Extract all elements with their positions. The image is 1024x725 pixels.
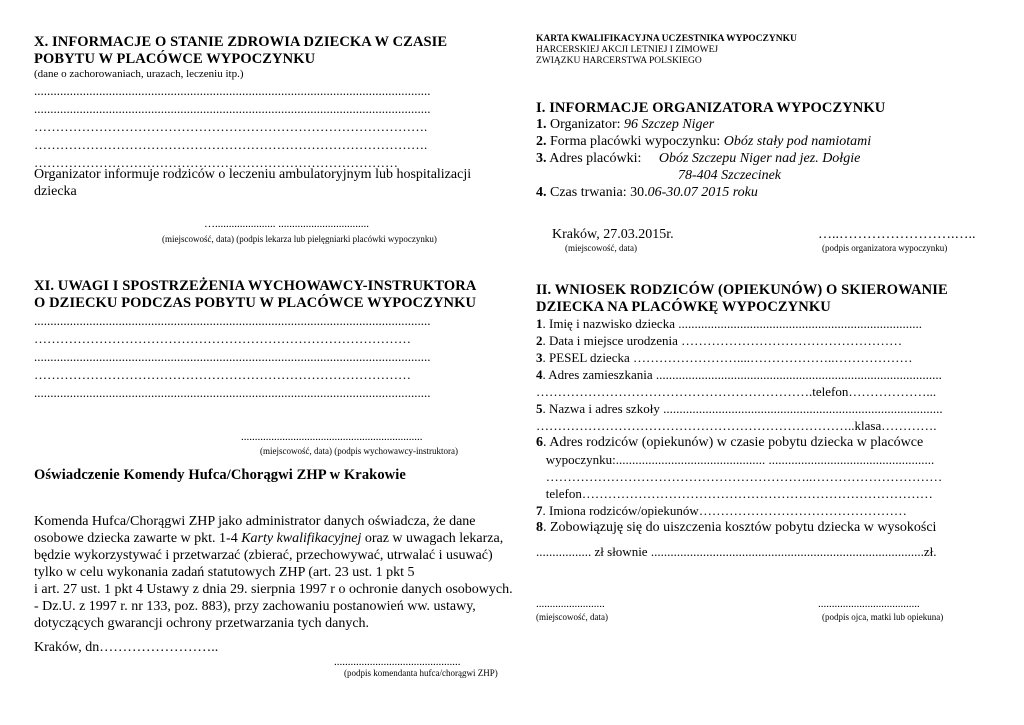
section-11-title-line1: XI. UWAGI I SPOSTRZEŻENIA WYCHOWAWCY-INSTRUKTORA xyxy=(34,278,477,294)
section-11-dot-line: …………………………………………………………………………… xyxy=(34,331,411,346)
declaration-title: Oświadczenie Komendy Hufca/Chorągwi ZHP w Krakowie xyxy=(34,467,406,483)
section-10-dot-line: ………………………………………………………………………… xyxy=(34,155,398,170)
section-10-title-line2: POBYTU W PLACÓWCE WYPOCZYNKU xyxy=(34,51,316,67)
section-2-signature-right: ..................................... xyxy=(818,598,920,610)
section-2-item: 7. Imiona rodziców/opiekunów………………………………………… xyxy=(536,503,907,518)
section-2-item: 1. Imię i nazwisko dziecka ........................................................................... xyxy=(536,316,922,331)
section-1-caption-left: (miejscowość, data) xyxy=(565,243,637,253)
section-2-item: telefon……………………………………………………………………… xyxy=(536,486,933,501)
section-11-signature-caption: (miejscowość, data) (podpis wychowawcy-instruktora) xyxy=(260,446,458,456)
section-1-title: I. INFORMACJE ORGANIZATORA WYPOCZYNKU xyxy=(536,100,886,116)
section-1-item: 3. Adres placówki: Obóz Szczepu Niger nad jez. Dołgie xyxy=(536,151,861,166)
declaration-line: Komenda Hufca/Chorągwi ZHP jako administrator danych oświadcza, że dane xyxy=(34,514,476,529)
section-1-signature-dots: …..…………………….….. xyxy=(818,227,976,242)
section-10-signature-dots: …...................... ................................. xyxy=(204,218,369,230)
section-2-title-line2: DZIECKA NA PLACÓWKĘ WYPOCZYNKU xyxy=(536,299,831,315)
section-1-item: 1. Organizator: 96 Szczep Niger xyxy=(536,117,715,132)
section-1-item: 2. Forma placówki wypoczynku: Obóz stały pod namiotami xyxy=(536,134,872,149)
declaration-line: będzie wykorzystywać i przetwarzać (zbierać, przechowywać, utrwalać i usuwać) xyxy=(34,548,493,563)
section-2-amount: ................. zł słownie ....................................................................................zł. xyxy=(536,544,937,559)
section-2-item: 2. Data i miejsce urodzenia …………………………………………… xyxy=(536,333,903,348)
section-2-caption-right: (podpis ojca, matki lub opiekuna) xyxy=(822,612,944,622)
section-11-dot-line: .......................................................................................................................... xyxy=(34,385,431,400)
declaration-line: tylko w celu wykonania zadań statutowych ZHP (art. 23 ust. 1 pkt 5 xyxy=(34,565,415,580)
card-header-line2: HARCERSKIEJ AKCJI LETNIEJ I ZIMOWEJ xyxy=(536,45,719,55)
section-11-signature-dots: .................................................................. xyxy=(241,431,423,443)
section-1-caption-right: (podpis organizatora wypoczynku) xyxy=(822,243,948,253)
card-header-line1: KARTA KWALIFIKACYJNA UCZESTNIKA WYPOCZYNKU xyxy=(536,34,797,44)
section-10-info-line1: Organizator informuje rodziców o leczeniu ambulatoryjnym lub hospitalizacji xyxy=(34,167,472,182)
section-11-dot-line: .......................................................................................................................... xyxy=(34,349,431,364)
section-11-dot-line: …………………………………………………………………………… xyxy=(34,367,411,382)
section-2-caption-left: (miejscowość, data) xyxy=(536,612,608,622)
section-10-dot-line: .......................................................................................................................... xyxy=(34,101,431,116)
section-2-item: ……………………………………………………..………………………… xyxy=(536,469,943,484)
section-2-item: 4. Adres zamieszkania ........................................................................................ xyxy=(536,367,942,382)
declaration-signature-dots: .............................................. xyxy=(334,656,461,668)
section-10-signature-caption: (miejscowość, data) (podpis lekarza lub pielęgniarki placówki wypoczynku) xyxy=(162,234,437,244)
section-2-signature-left: ......................... xyxy=(536,598,605,610)
section-1-item: 4. Czas trwania: 30.06-30.07 2015 roku xyxy=(536,185,758,200)
declaration-place-date: Kraków, dn…………………….. xyxy=(34,640,219,655)
section-11-title-line2: O DZIECKU PODCZAS POBYTU W PLACÓWCE WYPOCZYNKU xyxy=(34,295,477,311)
section-2-title-line1: II. WNIOSEK RODZICÓW (OPIEKUNÓW) O SKIEROWANIE xyxy=(536,282,948,298)
declaration-line: osobowe dziecka zawarte w pkt. 1-4 Karty kwalifikacyjnej oraz w uwagach lekarza, xyxy=(34,531,504,546)
section-2-item: ……………………………………………………….telefon………………... xyxy=(536,384,937,399)
section-10-dot-line: ………………………………………………………………………………. xyxy=(34,119,428,134)
section-1-place-date: Kraków, 27.03.2015r. xyxy=(552,227,674,242)
section-10-subtitle: (dane o zachorowaniach, urazach, leczeniu itp.) xyxy=(34,68,244,80)
declaration-line: dotyczących gwarancji ochrony przetwarzania tych danych. xyxy=(34,616,370,631)
card-header-line3: ZWIĄZKU HARCERSTWA POLSKIEGO xyxy=(536,56,702,66)
section-1-item: 78-404 Szczecinek xyxy=(678,168,782,183)
section-10-dot-line: ………………………………………………………………………………. xyxy=(34,137,428,152)
section-2-item: wypoczynku:.............................................. ................................................... xyxy=(536,452,935,467)
section-11-dot-line: .......................................................................................................................... xyxy=(34,313,431,328)
section-2-item: ………………………………………………………………..klasa…………. xyxy=(536,418,937,433)
declaration-signature-caption: (podpis komendanta hufca/chorągwi ZHP) xyxy=(344,668,498,678)
section-2-item: 3. PESEL dziecka ……………………....………………..……………… xyxy=(536,350,913,365)
section-10-dot-line: .......................................................................................................................... xyxy=(34,83,431,98)
section-2-item: 8. Zobowiązuję się do uiszczenia kosztów pobytu dziecka w wysokości xyxy=(536,520,937,535)
section-10-title-line1: X. INFORMACJE O STANIE ZDROWIA DZIECKA W CZASIE xyxy=(34,34,448,50)
section-10-info-line2: dziecka xyxy=(34,184,77,199)
declaration-line: i art. 27 ust. 1 pkt 4 Ustawy z dnia 29. sierpnia 1997 r o ochronie danych osobowych. xyxy=(34,582,513,597)
section-2-item: 5. Nazwa i adres szkoły ...................................................................................... xyxy=(536,401,943,416)
declaration-line: - Dz.U. z 1997 r. nr 133, poz. 883), przy zachowaniu postanowień ww. ustawy, xyxy=(34,599,476,614)
section-2-item: 6. Adres rodziców (opiekunów) w czasie pobytu dziecka w placówce xyxy=(536,435,924,450)
